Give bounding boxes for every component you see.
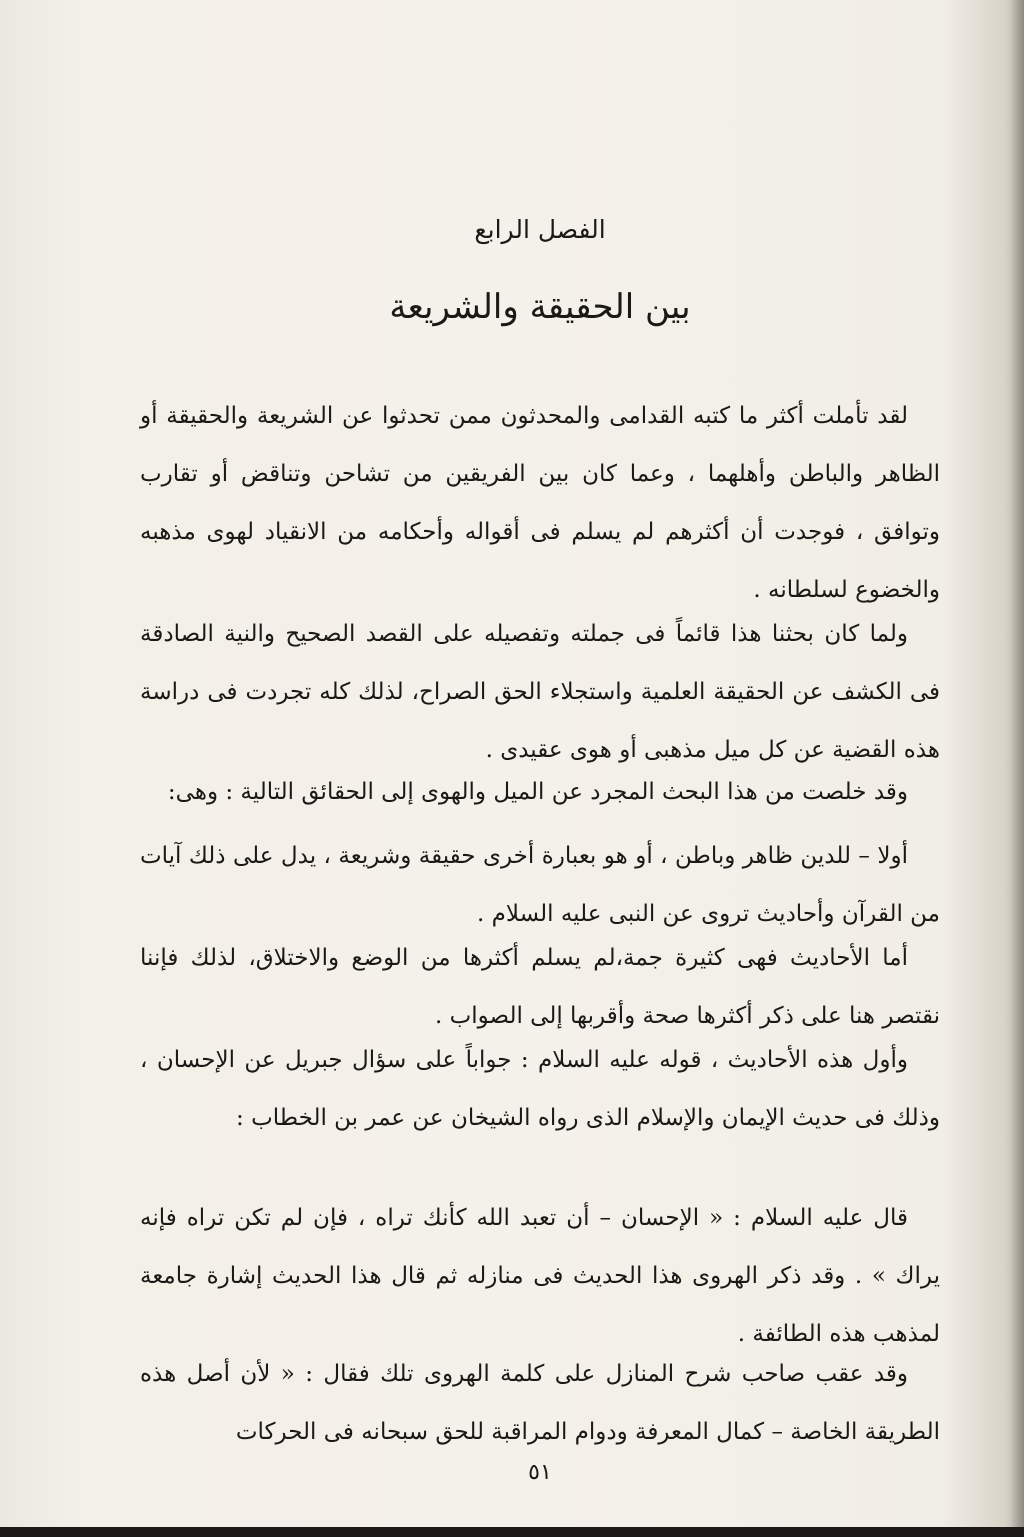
page-number: ٥١ — [528, 1460, 552, 1485]
paragraph-5: أما الأحاديث فهى كثيرة جمة،لم يسلم أكثرها من الوضع والاختلاق، لذلك فإننا نقتصر هنا على ذكر أكثرها صحة وأقربها إلى الصواب . — [140, 945, 940, 1029]
paragraph-8: وقد عقب صاحب شرح المنازل على كلمة الهروى تلك فقال : « لأن أصل هذه الطريقة الخاصة – كمال المعرفة ودوام المراقبة للحق سبحانه فى الحركات — [140, 1361, 940, 1445]
paragraph-1: لقد تأملت أكثر ما كتبه القدامى والمحدثون ممن تحدثوا عن الشريعة والحقيقة أو الظاهر والباطن وأهلهما ، وعما كان بين الفريقين من تشاحن وتناقض أو تقارب وتوافق ، فوجدت أن أكثرهم لم يسلم فى أقواله وأحكامه من الانقياد لهوى مذهبه والخضوع لسلطانه . — [140, 403, 940, 603]
paragraph-6: وأول هذه الأحاديث ، قوله عليه السلام : جواباً على سؤال جبريل عن الإحسان ، وذلك فى حديث الإيمان والإسلام الذى رواه الشيخان عن عمر بن الخطاب : — [140, 1047, 940, 1131]
paragraph-3: وقد خلصت من هذا البحث المجرد عن الميل والهوى إلى الحقائق التالية : وهى: — [167, 779, 908, 805]
page-text-block — [140, 205, 940, 1495]
chapter-number-label: الفصل الرابع — [474, 215, 606, 244]
scan-bottom-edge — [0, 1527, 1024, 1537]
paragraph-2: ولما كان بحثنا هذا قائماً فى جملته وتفصيله على القصد الصحيح والنية الصادقة فى الكشف عن الحقيقة العلمية واستجلاء الحق الصراح، لذلك كله تجردت فى دراسة هذه القضية عن كل ميل مذهبى أو هوى عقيدى . — [140, 621, 940, 763]
paragraph-7: قال عليه السلام : « الإحسان – أن تعبد الله كأنك تراه ، فإن لم تكن تراه فإنه يراك » . وقد ذكر الهروى هذا الحديث فى منازله ثم قال هذا الحديث إشارة جامعة لمذهب هذه الطائفة . — [140, 1205, 940, 1347]
chapter-title: بين الحقيقة والشريعة — [389, 287, 691, 327]
page-edge-shadow — [1010, 0, 1024, 1537]
paragraph-4: أولا – للدين ظاهر وباطن ، أو هو بعبارة أخرى حقيقة وشريعة ، يدل على ذلك آيات من القرآن وأحاديث تروى عن النبى عليه السلام . — [140, 843, 940, 927]
